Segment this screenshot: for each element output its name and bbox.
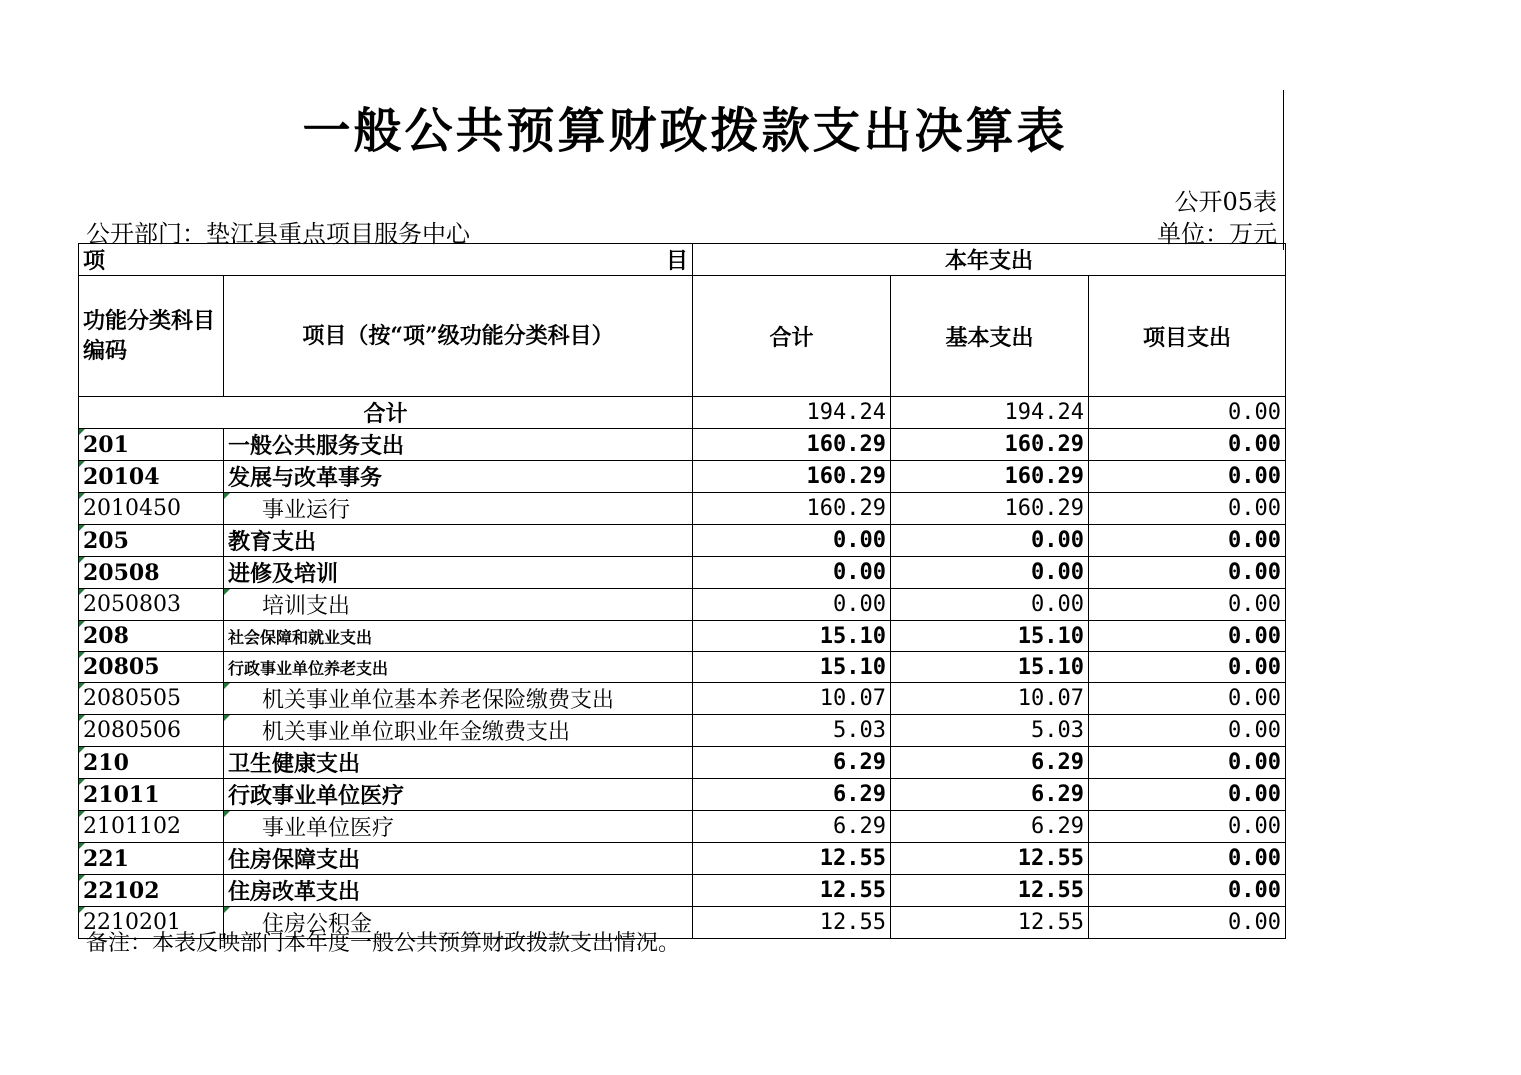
row-total: 12.55 bbox=[693, 907, 891, 939]
footnote: 备注：本表反映部门本年度一般公共预算财政拨款支出情况。 bbox=[86, 931, 681, 956]
row-name-text: 培训支出 bbox=[262, 594, 351, 619]
row-code bbox=[79, 429, 224, 461]
row-total: 6.29 bbox=[693, 779, 891, 811]
table-row bbox=[79, 557, 1286, 589]
row-code bbox=[79, 683, 224, 715]
cell-marker-icon bbox=[79, 747, 85, 753]
row-name-text: 发展与改革事务 bbox=[228, 465, 383, 491]
table-row bbox=[79, 683, 1286, 715]
row-basic: 12.55 bbox=[891, 875, 1089, 907]
row-code-text: 210 bbox=[83, 749, 129, 776]
right-rule bbox=[1283, 90, 1284, 250]
row-code bbox=[79, 747, 224, 779]
header-project: 项目支出 bbox=[1089, 276, 1286, 397]
row-name bbox=[224, 747, 693, 779]
cell-marker-icon bbox=[79, 907, 85, 913]
table-row bbox=[79, 779, 1286, 811]
header-year-expense: 本年支出 bbox=[693, 244, 1286, 276]
row-project: 0.00 bbox=[1089, 589, 1286, 621]
table-row bbox=[79, 429, 1286, 461]
row-basic: 0.00 bbox=[891, 589, 1089, 621]
row-code bbox=[79, 589, 224, 621]
cell-marker-icon bbox=[79, 779, 85, 785]
row-name-text: 一般公共服务支出 bbox=[228, 433, 405, 459]
row-name bbox=[224, 429, 693, 461]
row-code bbox=[79, 811, 224, 843]
cell-marker-icon bbox=[224, 683, 230, 689]
row-total: 15.10 bbox=[693, 652, 891, 683]
cell-marker-icon bbox=[224, 907, 230, 913]
form-number: 公开05表 bbox=[1174, 188, 1277, 216]
row-total: 10.07 bbox=[693, 683, 891, 715]
row-name bbox=[224, 589, 693, 621]
row-total: 0.00 bbox=[693, 557, 891, 589]
row-basic: 15.10 bbox=[891, 621, 1089, 652]
row-total: 6.29 bbox=[693, 811, 891, 843]
row-total: 160.29 bbox=[693, 493, 891, 525]
total-row bbox=[79, 397, 1286, 429]
row-name-text: 行政事业单位养老支出 bbox=[228, 658, 389, 678]
row-code-text: 2080506 bbox=[83, 718, 181, 743]
row-name-text: 机关事业单位职业年金缴费支出 bbox=[262, 720, 571, 745]
table-row bbox=[79, 843, 1286, 875]
header-item-cell bbox=[79, 244, 693, 276]
row-name-text: 住房公积金 bbox=[262, 912, 373, 937]
row-project: 0.00 bbox=[1089, 843, 1286, 875]
row-code-text: 20805 bbox=[83, 654, 160, 680]
row-basic: 160.29 bbox=[891, 493, 1089, 525]
header-row-2 bbox=[79, 276, 1286, 397]
cell-marker-icon bbox=[79, 621, 85, 627]
row-code-text: 221 bbox=[83, 845, 129, 872]
table-row bbox=[79, 747, 1286, 779]
table-row bbox=[79, 589, 1286, 621]
total-basic: 194.24 bbox=[891, 397, 1089, 429]
total-project: 0.00 bbox=[1089, 397, 1286, 429]
cell-marker-icon bbox=[79, 557, 85, 563]
row-basic: 12.55 bbox=[891, 907, 1089, 939]
total-label: 合计 bbox=[79, 397, 693, 429]
row-code bbox=[79, 557, 224, 589]
row-basic: 0.00 bbox=[891, 557, 1089, 589]
row-name-text: 进修及培训 bbox=[228, 561, 339, 587]
table-row bbox=[79, 525, 1286, 557]
row-code bbox=[79, 875, 224, 907]
row-code bbox=[79, 461, 224, 493]
row-code-text: 21011 bbox=[83, 781, 160, 808]
row-basic: 6.29 bbox=[891, 779, 1089, 811]
row-code-text: 208 bbox=[83, 623, 129, 649]
row-code-text: 2210201 bbox=[83, 910, 181, 935]
header-name: 项目（按“项”级功能分类科目） bbox=[224, 276, 693, 397]
row-basic: 6.29 bbox=[891, 811, 1089, 843]
row-project: 0.00 bbox=[1089, 779, 1286, 811]
header-item-right: 目 bbox=[665, 248, 688, 274]
row-project: 0.00 bbox=[1089, 715, 1286, 747]
row-project: 0.00 bbox=[1089, 683, 1286, 715]
table-row bbox=[79, 715, 1286, 747]
row-total: 160.29 bbox=[693, 429, 891, 461]
header-basic: 基本支出 bbox=[891, 276, 1089, 397]
cell-marker-icon bbox=[79, 843, 85, 849]
cell-marker-icon bbox=[79, 461, 85, 467]
cell-marker-icon bbox=[224, 493, 230, 499]
row-name bbox=[224, 461, 693, 493]
cell-marker-icon bbox=[79, 683, 85, 689]
cell-marker-icon bbox=[79, 429, 85, 435]
row-code bbox=[79, 493, 224, 525]
header-total: 合计 bbox=[693, 276, 891, 397]
table-row bbox=[79, 493, 1286, 525]
cell-marker-icon bbox=[79, 589, 85, 595]
row-total: 5.03 bbox=[693, 715, 891, 747]
row-code-text: 2010450 bbox=[83, 496, 181, 521]
row-code-text: 2101102 bbox=[83, 814, 181, 839]
table-row bbox=[79, 875, 1286, 907]
row-name bbox=[224, 715, 693, 747]
table-row bbox=[79, 461, 1286, 493]
row-name bbox=[224, 779, 693, 811]
row-code-text: 2050803 bbox=[83, 592, 181, 617]
row-total: 6.29 bbox=[693, 747, 891, 779]
row-code-text: 2080505 bbox=[83, 686, 181, 711]
row-code-text: 20508 bbox=[83, 559, 160, 586]
row-name bbox=[224, 652, 693, 683]
row-project: 0.00 bbox=[1089, 652, 1286, 683]
row-basic: 160.29 bbox=[891, 461, 1089, 493]
row-code bbox=[79, 779, 224, 811]
row-project: 0.00 bbox=[1089, 747, 1286, 779]
row-name-text: 住房保障支出 bbox=[228, 847, 361, 873]
page-title: 一般公共预算财政拨款支出决算表 bbox=[302, 103, 1068, 159]
row-basic: 10.07 bbox=[891, 683, 1089, 715]
row-name-text: 机关事业单位基本养老保险缴费支出 bbox=[262, 688, 615, 713]
row-project: 0.00 bbox=[1089, 557, 1286, 589]
row-name-text: 卫生健康支出 bbox=[228, 751, 361, 777]
cell-marker-icon bbox=[224, 715, 230, 721]
cell-marker-icon bbox=[79, 715, 85, 721]
row-project: 0.00 bbox=[1089, 811, 1286, 843]
row-name bbox=[224, 493, 693, 525]
row-name-text: 住房改革支出 bbox=[228, 879, 361, 905]
row-name-text: 事业运行 bbox=[262, 498, 351, 523]
row-code-text: 201 bbox=[83, 431, 129, 458]
row-code bbox=[79, 843, 224, 875]
cell-marker-icon bbox=[79, 525, 85, 531]
row-name bbox=[224, 875, 693, 907]
table-row bbox=[79, 652, 1286, 683]
cell-marker-icon bbox=[79, 811, 85, 817]
row-name bbox=[224, 811, 693, 843]
row-total: 15.10 bbox=[693, 621, 891, 652]
row-name-text: 社会保障和就业支出 bbox=[228, 627, 373, 647]
row-project: 0.00 bbox=[1089, 461, 1286, 493]
row-name bbox=[224, 525, 693, 557]
row-code bbox=[79, 715, 224, 747]
row-basic: 160.29 bbox=[891, 429, 1089, 461]
row-code bbox=[79, 652, 224, 683]
row-code bbox=[79, 621, 224, 652]
row-project: 0.00 bbox=[1089, 907, 1286, 939]
row-name bbox=[224, 843, 693, 875]
row-total: 0.00 bbox=[693, 525, 891, 557]
row-code bbox=[79, 525, 224, 557]
row-code-text: 205 bbox=[83, 527, 129, 554]
department-label: 公开部门：垫江县重点项目服务中心 bbox=[86, 220, 470, 248]
row-project: 0.00 bbox=[1089, 429, 1286, 461]
row-name-text: 事业单位医疗 bbox=[262, 816, 395, 841]
cell-marker-icon bbox=[224, 811, 230, 817]
row-project: 0.00 bbox=[1089, 525, 1286, 557]
row-project: 0.00 bbox=[1089, 875, 1286, 907]
row-name bbox=[224, 683, 693, 715]
header-item-left: 项 bbox=[83, 248, 106, 274]
row-basic: 0.00 bbox=[891, 525, 1089, 557]
row-code-text: 22102 bbox=[83, 877, 160, 904]
row-name bbox=[224, 621, 693, 652]
row-total: 12.55 bbox=[693, 875, 891, 907]
row-total: 0.00 bbox=[693, 589, 891, 621]
row-basic: 12.55 bbox=[891, 843, 1089, 875]
unit-label: 单位：万元 bbox=[1157, 220, 1277, 248]
total-amount: 194.24 bbox=[693, 397, 891, 429]
cell-marker-icon bbox=[79, 875, 85, 881]
row-code-text: 20104 bbox=[83, 463, 160, 490]
header-code: 功能分类科目编码 bbox=[79, 276, 224, 397]
row-total: 160.29 bbox=[693, 461, 891, 493]
row-name bbox=[224, 557, 693, 589]
cell-marker-icon bbox=[79, 493, 85, 499]
row-name-text: 行政事业单位医疗 bbox=[228, 783, 405, 809]
row-project: 0.00 bbox=[1089, 621, 1286, 652]
table-row bbox=[79, 811, 1286, 843]
table-row bbox=[79, 621, 1286, 652]
expense-table bbox=[78, 243, 1286, 939]
row-basic: 15.10 bbox=[891, 652, 1089, 683]
row-name-text: 教育支出 bbox=[228, 529, 317, 555]
cell-marker-icon bbox=[79, 652, 85, 658]
row-basic: 5.03 bbox=[891, 715, 1089, 747]
header-row-1 bbox=[79, 244, 1286, 276]
row-project: 0.00 bbox=[1089, 493, 1286, 525]
row-basic: 6.29 bbox=[891, 747, 1089, 779]
row-total: 12.55 bbox=[693, 843, 891, 875]
cell-marker-icon bbox=[224, 589, 230, 595]
